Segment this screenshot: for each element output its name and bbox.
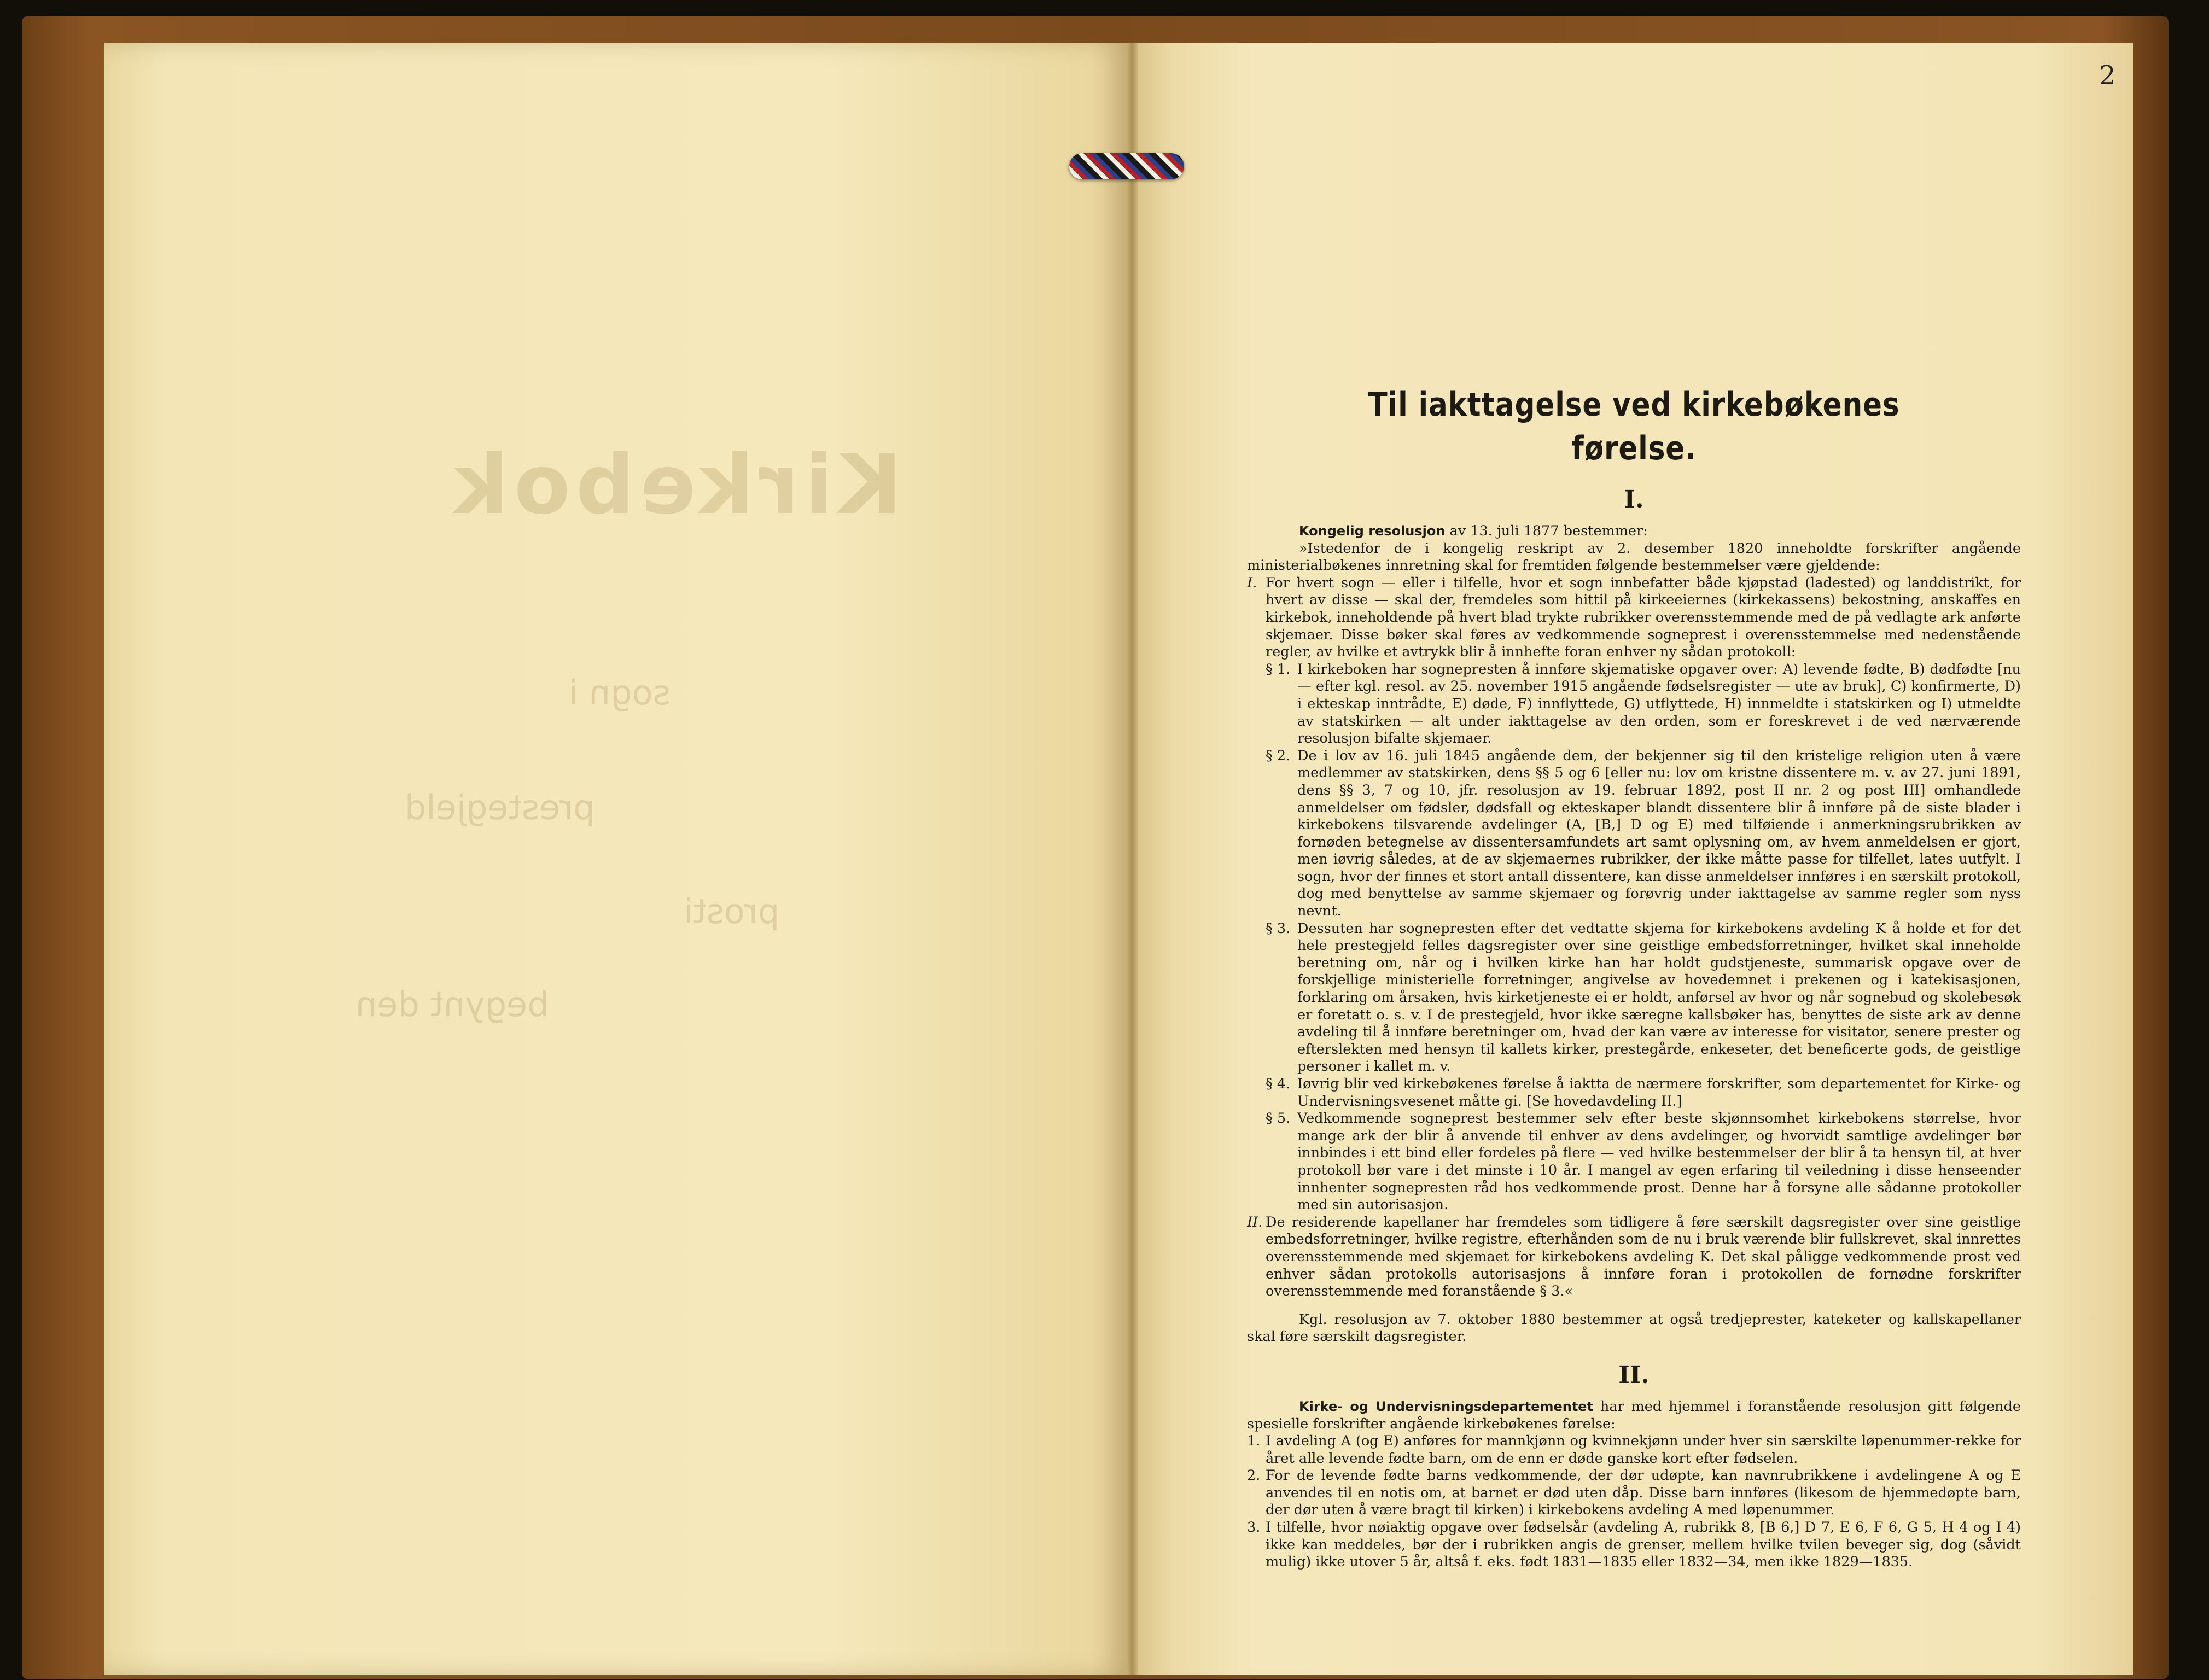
paragraph xyxy=(1247,1076,2021,1110)
left-page xyxy=(104,43,1132,1675)
section-numeral: II. xyxy=(1618,1361,1650,1389)
item-number: II. xyxy=(1247,1214,1263,1230)
page-number: 2 xyxy=(2099,60,2116,91)
paragraph-number: § 1. xyxy=(1266,661,1291,678)
item-number: 2. xyxy=(1247,1467,1261,1484)
roman-item xyxy=(1247,1214,2021,1300)
ghost-line: begynt den xyxy=(355,984,549,1024)
ghost-line: prosti xyxy=(684,891,780,931)
lead-bold: Kirke- og Undervisningsdepartementet xyxy=(1299,1398,1594,1414)
item-text: For hvert sogn — eller i tilfelle, hvor et sogn innbefatter både kjøpstad (ladested) og landdistrikt, for hvert av disse — skal der, fremdeles som hittil på kirkeeiernes (kirkekassens) bekostning, anskaffes en kirkebok, inneholdende på hvert blad trykte rubrikker overensstemmende med de på vedlagte ark anførte skjemaer. Disse bøker skal føres av vedkommende sogneprest i overensstemmelse med nedenstående regler, av hvilke et avtrykk blir å innhefte foran enhver ny sådan protokoll: xyxy=(1266,574,2021,661)
item-text: I avdeling A (og E) anføres for mannkjønn og kvinnekjønn under hver sin særskilte løpenummer-rekke for året alle levende fødte barn, om de enn er døde ganske kort efter fødselen. xyxy=(1266,1433,2021,1467)
paragraph-number: § 3. xyxy=(1266,920,1291,937)
numbered-item xyxy=(1247,1519,2021,1571)
binding-thread xyxy=(1069,153,1184,179)
paragraph-text: Vedkommende sogneprest bestemmer selv efter beste skjønnsomhet kirkebokens størrelse, hvor mange ark der blir å anvende til enhver av dens avdelinger, og hvorvidt samtlige avdelinger bør innbindes i ett bind eller fordeles på flere — ved hvilke bestemmelser der blir å ta hensyn til, at hver protokoll bør vare i det minste i 10 år. I mangel av egen erfaring til veiledning i disse henseender innhenter sognepresten råd hos vedkommende prost. Denne har å forsyne alle sådanne protokoller med sin autorisasjon. xyxy=(1297,1110,2021,1214)
numbered-item xyxy=(1247,1433,2021,1467)
paragraph-text: Iøvrig blir ved kirkebøkenes førelse å iaktta de nærmere forskrifter, som departementet for Kirke- og Undervisningsvesenet måtte gi. [Se hovedavdeling II.] xyxy=(1297,1076,2021,1110)
paragraph-number: § 2. xyxy=(1266,747,1291,764)
numbered-item xyxy=(1247,1467,2021,1519)
ghost-line: sogn i xyxy=(569,673,671,713)
document-title: Til iakttagelse ved kirkebøkenes førelse. xyxy=(1368,386,1900,468)
item-text: I tilfelle, hvor nøiaktig opgave over fødselsår (avdeling A, rubrikk 8, [B 6,] D 7, E 6, F 6, G 5, H 4 og I 4) ikke kan meddeles, bør der i rubrikken angis de grenser, mellem hvilke tvilen beveger sig, dog (såvidt mulig) ikke utover 5 år, altså f. eks. født 1831—1835 eller 1832—34, men ikke 1829—1835. xyxy=(1266,1519,2021,1571)
paragraph xyxy=(1247,661,2021,748)
paragraph xyxy=(1247,920,2021,1076)
lead-bold: Kongelig resolusjon xyxy=(1299,523,1446,539)
book-gutter xyxy=(1127,43,1138,1675)
ghost-line: prestegjeld xyxy=(405,788,595,827)
item-number: 1. xyxy=(1247,1433,1261,1450)
item-text: For de levende fødte barns vedkommende, der dør udøpte, kan navnrubrikkene i avdelingene A og E anvendes til en notis om, at barnet er død uten dåp. Disse barn innføres (likesom de hjemmedøpte barn, der dør uten å være bragt til kirken) i kirkebokens avdeling A med løpenummer. xyxy=(1266,1467,2021,1519)
section-lead xyxy=(1247,1398,2021,1433)
closing-note: Kgl. resolusjon av 7. oktober 1880 bestemmer at også tredjeprester, kateketer og kallskapellaner skal føre særskilt dagsregister. xyxy=(1247,1311,2021,1345)
ghost-title: Kirkebok xyxy=(448,438,902,533)
section-lead xyxy=(1247,523,2021,540)
paragraph-number: § 4. xyxy=(1266,1076,1291,1092)
paragraph-text: Dessuten har sognepresten efter det vedtatte skjema for kirkebokens avdeling K å holde et for det hele prestegjeld felles dagsregister over sine geistlige embedsforretninger, hvilket skal inneholde beretning om, når og i hvilken kirke han har holdt gudstjeneste, summarisk opgave over de forskjellige ministerielle forretninger, angivelse av hovedemnet i prekenen og i katekisasjonen, forklaring om årsaken, hvis kirketjeneste ei er holdt, anførsel av hvor og når sognebud og skolebesøk er foretatt o. s. v. I de prestegjeld, hvor ikke særegne kallsbøker has, benyttes de siste ark av denne avdeling til å innføre beretninger om, hvad der kan være av interesse for visitator, senere prester og efterslekten med hensyn til kallets kirker, prestegårde, enkeseter, det beneficerte gods, de geistlige personer i kallet m. v. xyxy=(1297,920,2021,1075)
paragraph xyxy=(1247,748,2021,920)
paragraph-text: I kirkeboken har sognepresten å innføre skjematiske opgaver over: A) levende fødte, B) dødfødte [nu — efter kgl. resol. av 25. november 1915 angående fødselsregister — ute av bruk], C) konfirmerte, D) i ekteskap inntrådte, E) døde, F) innflyttede, G) utflyttede, H) innmeldte i statskirken og I) utmeldte av statskirken — alt under iakttagelse av den orden, som er foreskrevet i de ved nærværende resolusjon bifalte skjemaer. xyxy=(1297,661,2021,747)
item-number: I. xyxy=(1247,574,1257,591)
paragraph-text: De i lov av 16. juli 1845 angående dem, der bekjenner sig til den kristelige religion uten å være medlemmer av statskirken, dens §§ 5 og 6 [eller nu: lov om kristne dissentere m. v. av 27. juni 1891, dens §§ 3, 7 og 10, jfr. resolusjon av 19. februar 1892, post II nr. 2 og post III] omhandlede anmeldelser om fødsler, dødsfall og ekteskaper blandt dissentere blir å innføre på de siste blader i kirkebokens tilsvarende avdelinger (A, [B,] D og E) med tilføiende i anmerkningsrubrikken av fornøden betegnelse av dissentersamfundets art samt oplysning om, av hvem anmeldelsen er gjort, men iøvrig således, at de av skjemaernes rubrikker, der ikke måtte passe for tilfellet, lates uutfylt. I sogn, hvor der finnes et stort antall dissentere, kan disse anmeldelser innføres i en særskilt protokoll, dog med benyttelse av samme skjemaer og forøvrig under iakttagelse av samme regler som nyss nevnt. xyxy=(1297,747,2021,920)
roman-item xyxy=(1247,575,2021,661)
lead-rest: har med hjemmel i foranstående resolusjon gitt følgende spesielle forskrifter angående kirkebøkenes førelse: xyxy=(1247,1398,2021,1432)
section-numeral: I. xyxy=(1624,486,1644,514)
paragraph-number: § 5. xyxy=(1266,1110,1291,1127)
lead-rest: av 13. juli 1877 bestemmer: xyxy=(1445,523,1648,539)
item-text: De residerende kapellaner har fremdeles som tidligere å føre særskilt dagsregister over sine geistlige embedsforretninger, hvilke registre, efterhånden som de nu i bruk værende blir fullskrevet, skal innrettes overensstemmende med skjemaet for kirkebokens avdeling K. Det skal påligge vedkommende prost ved enhver sådan protokolls autorisasjons å innføre foran i protokollen de fornødne forskrifter overensstemmende med foranstående § 3.« xyxy=(1266,1214,2021,1300)
resolution-intro: »Istedenfor de i kongelig reskript av 2. desember 1820 inneholdte forskrifter angående ministerialbøkenes innretning skal for fremtiden følgende bestemmelser være gjeldende: xyxy=(1247,540,2021,574)
document-body xyxy=(1247,383,2021,1571)
paragraph xyxy=(1247,1110,2021,1214)
item-number: 3. xyxy=(1247,1519,1261,1536)
